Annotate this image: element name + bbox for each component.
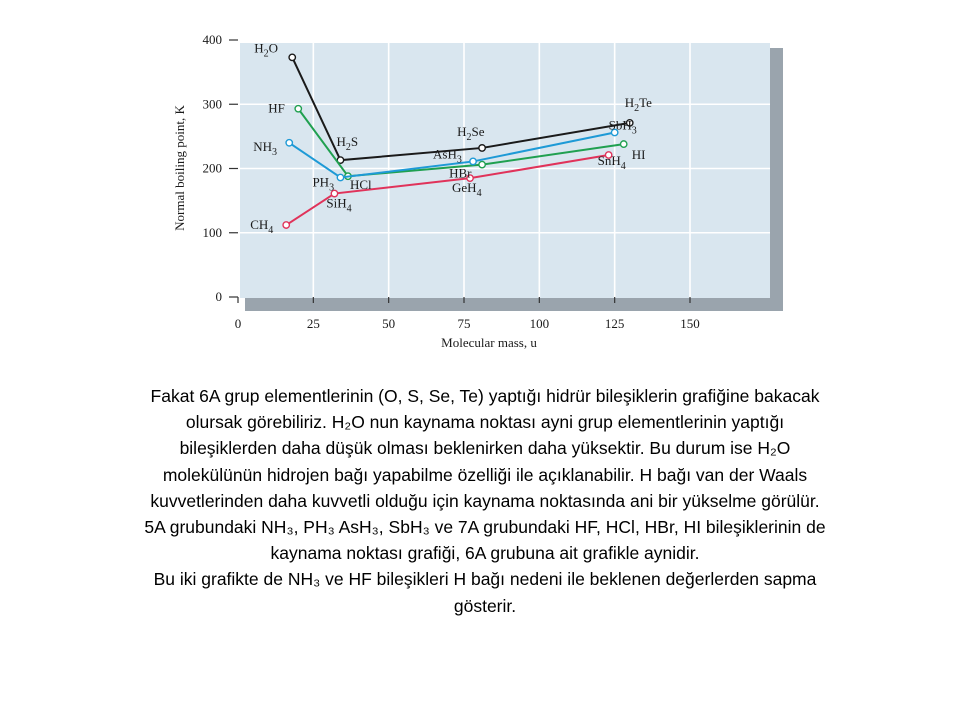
text-line: olursak görebiliriz. H₂O nun kaynama noktası ayni grup elementlerinin yaptığı bbox=[185, 412, 785, 433]
text-line: Bu iki grafikte de NH₃ ve HF bileşikleri H bağı nedeni ile beklenen değerlerden sapma bbox=[153, 569, 817, 590]
x-tick-label: 150 bbox=[680, 316, 700, 331]
point-label: $H_2Te$ bbox=[624, 94, 652, 114]
y-axis-title: Normal boiling point, K bbox=[172, 105, 187, 231]
point-label: $PH_3$ bbox=[312, 174, 335, 194]
text-line: kaynama noktası grafiği, 6A grubuna ait grafikle aynidir. bbox=[270, 543, 700, 564]
x-tick-label: 100 bbox=[529, 316, 550, 331]
point-label: $NH_3$ bbox=[253, 138, 278, 158]
y-tick-label: 400 bbox=[202, 32, 222, 47]
text-line: molekülünün hidrojen bağı yapabilme özelliği ile açıklanabilir. H bağı van der Waals bbox=[162, 464, 808, 485]
text-line: kuvvetlerinden daha kuvvetli olduğu için kaynama noktasında ani bir yükselme görülür. bbox=[150, 490, 820, 511]
text-line: bileşiklerden daha düşük olması beklenirken daha yüksektir. Bu durum ise H₂O bbox=[179, 438, 791, 459]
point-label: SnH$_4$ bbox=[597, 153, 626, 173]
explanation-text bbox=[60, 383, 910, 619]
point-label: $H_2S$ bbox=[336, 134, 359, 154]
data-point bbox=[295, 106, 301, 112]
point-label: HCl bbox=[349, 177, 372, 193]
text-line: Fakat 6A grup elementlerinin (O, S, Se, Te) yaptığı hidrür bileşiklerin grafiğine bakacak bbox=[150, 386, 820, 406]
point-label: HBr bbox=[449, 165, 472, 181]
data-point bbox=[470, 158, 476, 164]
point-label: HI bbox=[631, 147, 646, 163]
data-point bbox=[479, 161, 485, 167]
point-label: SbH$_3$ bbox=[608, 117, 637, 137]
x-tick-label: 125 bbox=[604, 316, 625, 331]
point-label: $H_2Se$ bbox=[457, 123, 485, 143]
data-point bbox=[286, 140, 292, 146]
data-point bbox=[621, 141, 627, 147]
point-label: GeH$_4$ bbox=[452, 180, 482, 200]
data-point bbox=[479, 145, 485, 151]
y-tick-label: 0 bbox=[215, 289, 222, 304]
point-label: AsH$_3$ bbox=[433, 146, 462, 166]
text-line: 5A grubundaki NH₃, PH₃ AsH₃, SbH₃ ve 7A grubundaki HF, HCl, HBr, HI bileşiklerinin de bbox=[144, 517, 826, 538]
x-tick-label: 25 bbox=[306, 316, 320, 331]
y-tick-label: 300 bbox=[202, 96, 222, 112]
x-tick-label: 0 bbox=[234, 316, 242, 331]
point-label: $H_2O$ bbox=[254, 40, 279, 60]
text-line: gösterir. bbox=[453, 595, 517, 616]
x-axis-title: Molecular mass, u bbox=[441, 335, 537, 350]
x-tick-label: 75 bbox=[457, 316, 471, 331]
y-tick-label: 200 bbox=[202, 160, 222, 176]
point-label: HF bbox=[268, 100, 285, 116]
data-point bbox=[337, 174, 343, 180]
point-label: SiH$_4$ bbox=[326, 195, 352, 215]
y-tick-label: 100 bbox=[202, 224, 222, 240]
data-point bbox=[289, 54, 295, 60]
x-tick-label: 50 bbox=[382, 316, 396, 331]
point-label: $CH_4$ bbox=[250, 217, 274, 237]
data-point bbox=[283, 222, 289, 228]
